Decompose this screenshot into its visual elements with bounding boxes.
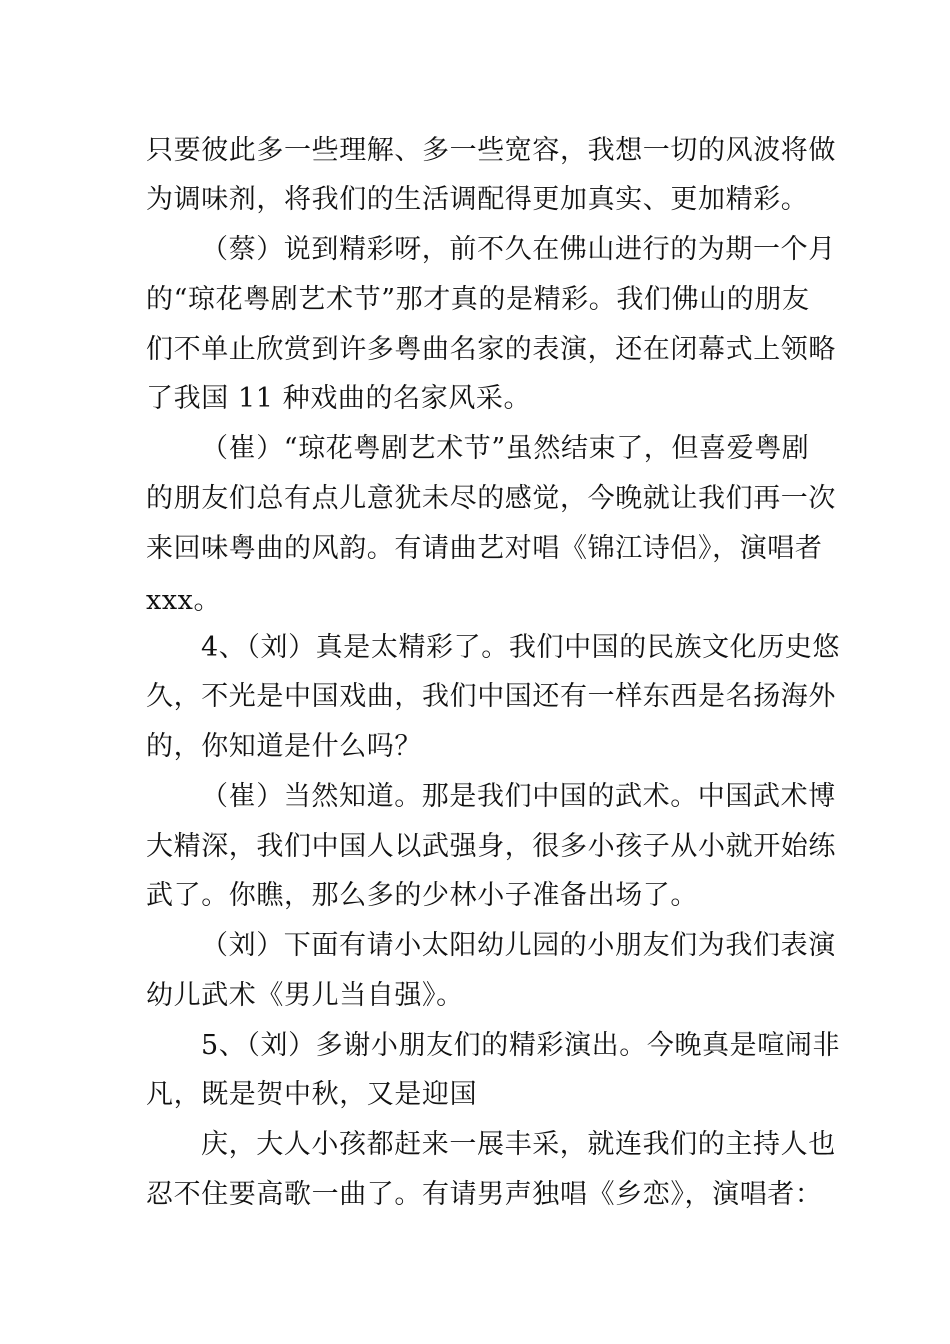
text-line: 们不单止欣赏到许多粤曲名家的表演，还在闭幕式上领略 — [146, 334, 836, 365]
text-line: xxx。 — [146, 585, 222, 616]
text-line: （蔡）说到精彩呀，前不久在佛山进行的为期一个月 — [201, 234, 836, 265]
text-line: 只要彼此多一些理解、多一些宽容，我想一切的风波将做 — [146, 135, 836, 166]
text-line: （刘）下面有请小太阳幼儿园的小朋友们为我们表演 — [201, 930, 836, 961]
text-line: 的“琼花粤剧艺术节”那才真的是精彩。我们佛山的朋友 — [146, 284, 810, 315]
text-line: （崔）当然知道。那是我们中国的武术。中国武术博 — [201, 781, 836, 812]
text-line: 庆，大人小孩都赶来一展丰采，就连我们的主持人也 — [201, 1129, 836, 1160]
text-line: 4、（刘）真是太精彩了。我们中国的民族文化历史悠 — [201, 632, 841, 663]
text-line: 大精深，我们中国人以武强身，很多小孩子从小就开始练 — [146, 831, 836, 862]
text-line: 久，不光是中国戏曲，我们中国还有一样东西是名扬海外 — [146, 681, 836, 712]
text-line: 5、（刘）多谢小朋友们的精彩演出。今晚真是喧闹非 — [201, 1030, 841, 1061]
text-line: 武了。你瞧，那么多的少林小子准备出场了。 — [146, 880, 698, 911]
text-line: 的，你知道是什么吗？ — [146, 731, 422, 762]
text-line: 来回味粤曲的风韵。有请曲艺对唱《锦江诗侣》，演唱者 — [146, 533, 823, 564]
text-line: 忍不住要高歌一曲了。有请男声独唱《乡恋》，演唱者： — [146, 1179, 823, 1210]
text-line: 了我国 11 种戏曲的名家风采。 — [146, 383, 532, 414]
text-line: 凡，既是贺中秋，又是迎国 — [146, 1079, 478, 1110]
text-line: 为调味剂，将我们的生活调配得更加真实、更加精彩。 — [146, 184, 809, 215]
text-line: （崔）“琼花粤剧艺术节”虽然结束了，但喜爱粤剧 — [201, 433, 810, 464]
text-line: 的朋友们总有点儿意犹未尽的感觉，今晚就让我们再一次 — [146, 483, 836, 514]
text-line: 幼儿武术《男儿当自强》。 — [146, 980, 464, 1011]
